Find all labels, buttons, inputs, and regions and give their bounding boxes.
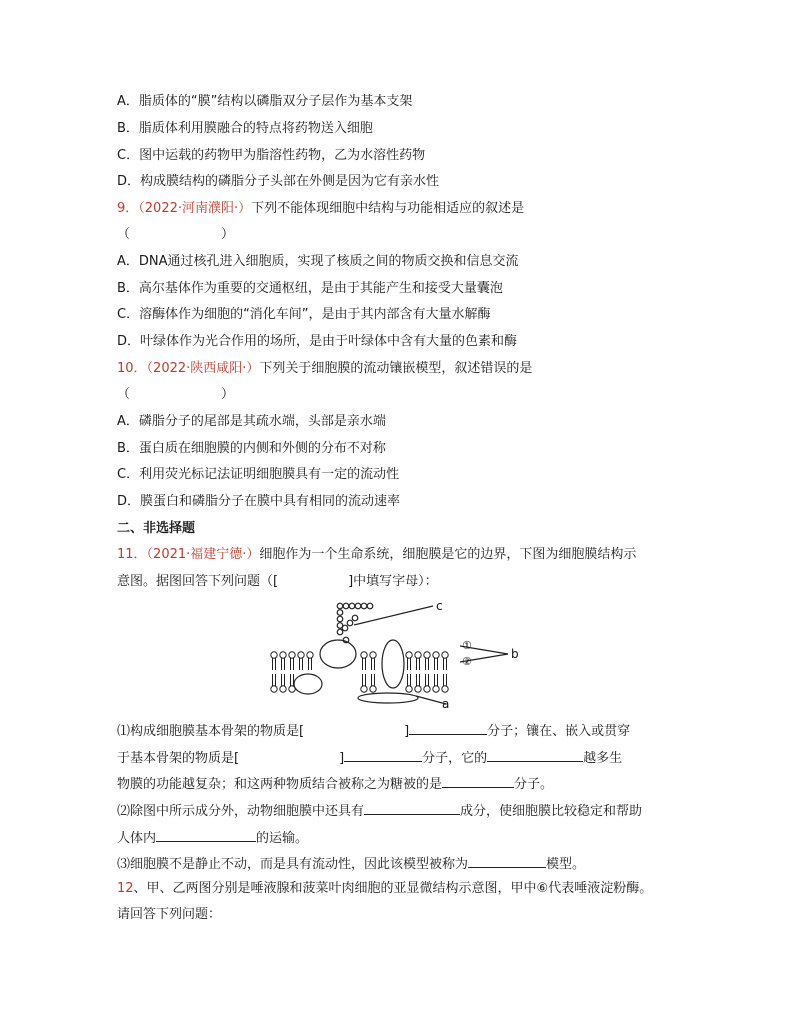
sugar-bead xyxy=(352,615,358,621)
lipid-tail-bottom xyxy=(282,674,285,686)
lipid-tail-bottom xyxy=(372,674,375,686)
q9-answer-paren: （ ） xyxy=(117,227,235,242)
lipid-head-top xyxy=(307,652,313,658)
q10-answer-paren: （ ） xyxy=(117,387,235,402)
sugar-bead xyxy=(349,603,355,609)
q12-text-a: 、甲、乙两图分别是唾液腺和菠菜叶肉细胞的亚显微结构示意图，甲中⑥代表唾液淀粉酶。 xyxy=(133,881,653,896)
sugar-bead xyxy=(342,625,348,631)
q10-option-b: B．蛋白质在细胞膜的内侧和外侧的分布不对称 xyxy=(117,441,386,456)
lipid-tail-top xyxy=(435,658,438,670)
q11-part1-line1 xyxy=(117,720,630,741)
lipid-head-top xyxy=(433,652,439,658)
lipid-tail-top xyxy=(309,658,312,670)
lipid-head-bottom xyxy=(424,686,430,692)
lipid-tail-bottom xyxy=(444,674,447,686)
lipid-tail-top xyxy=(444,658,447,670)
lipid-tail-top xyxy=(363,658,366,670)
answer-blank-6[interactable] xyxy=(156,827,256,842)
q10-option-c: C．利用荧光标记法证明细胞膜具有一定的流动性 xyxy=(117,467,400,482)
lipid-head-top xyxy=(280,652,286,658)
answer-blank-2[interactable] xyxy=(344,747,422,762)
q11-text-b1: 意图。据图回答下列问题（[ xyxy=(117,574,279,589)
lipid-head-top xyxy=(442,652,448,658)
protein-peripheral xyxy=(294,674,322,694)
q9-number: 9． xyxy=(117,201,139,216)
sugar-bead xyxy=(337,616,343,622)
lipid-head-bottom xyxy=(271,686,277,692)
sugar-bead xyxy=(337,629,343,635)
q11-p4a: ⑵除图中所示成分外，动物细胞膜中还具有 xyxy=(117,804,365,819)
q11-p5a: 人体内 xyxy=(117,831,157,846)
protein-glyco xyxy=(320,640,356,668)
sugar-bead xyxy=(347,620,353,626)
lipid-head-top xyxy=(370,652,376,658)
q11-p2c: 分子，它的 xyxy=(422,751,488,766)
q11-stem-line2 xyxy=(117,573,438,591)
section-heading: 二、非选择题 xyxy=(117,521,196,536)
q11-p2b: ] xyxy=(339,751,345,766)
q11-p1b: ] xyxy=(404,724,410,739)
lipid-tail-top xyxy=(408,658,411,670)
q11-text-b2: ]中填写字母）： xyxy=(348,574,438,589)
q11-p1a: ⑴构成细胞膜基本骨架的物质是[ xyxy=(117,724,305,739)
protein-transmembrane xyxy=(382,640,404,688)
lipid-tail-bottom xyxy=(408,674,411,686)
lipid-head-bottom xyxy=(406,686,412,692)
lipid-head-bottom xyxy=(415,686,421,692)
lipid-tail-top xyxy=(291,658,294,670)
q11-part1-line2 xyxy=(117,747,622,768)
lipid-tail-top xyxy=(300,658,303,670)
q11-p4b: 成分，使细胞膜比较稳定和帮助 xyxy=(460,804,643,819)
cell-membrane-diagram xyxy=(268,598,528,713)
q9-source: （2022·河南濮阳·） xyxy=(138,201,252,216)
q11-stem xyxy=(117,546,636,564)
lipid-tail-bottom xyxy=(291,674,294,686)
label-b: b xyxy=(511,647,519,661)
lipid-tail-bottom xyxy=(435,674,438,686)
protein-bottom xyxy=(358,693,418,703)
sugar-bead xyxy=(361,603,367,609)
q11-source: （2021·福建宁德·） xyxy=(146,547,260,562)
q10-stem xyxy=(117,360,532,378)
lipid-head-top xyxy=(415,652,421,658)
q11-number: 11． xyxy=(117,547,147,562)
q9-text: 下列不能体现细胞中结构与功能相适应的叙述是 xyxy=(251,201,525,216)
q9-stem xyxy=(117,200,524,218)
phospholipid-bilayer xyxy=(271,652,448,692)
q12-stem-line2: 请回答下列问题： xyxy=(117,907,222,922)
lipid-head-top xyxy=(298,652,304,658)
q11-part1-line3 xyxy=(117,773,553,794)
lipid-head-bottom xyxy=(433,686,439,692)
answer-blank-7[interactable] xyxy=(468,853,546,868)
answer-blank-1[interactable] xyxy=(409,720,487,735)
q9-option-c: C．溶酶体作为细胞的“消化车间”，是由于其内部含有大量水解酶 xyxy=(117,307,491,322)
q10-source: （2022·陕西咸阳·） xyxy=(146,361,260,376)
label-two: ② xyxy=(462,655,472,668)
lipid-tail-top xyxy=(426,658,429,670)
lipid-tail-top xyxy=(282,658,285,670)
sugar-bead xyxy=(337,603,343,609)
q11-p1c: 分子；镶在、嵌入或贯穿 xyxy=(487,724,631,739)
q9-option-d: D．叶绿体作为光合作用的场所，是由于叶绿体中含有大量的色素和酶 xyxy=(117,334,518,349)
label-one: ① xyxy=(462,639,472,652)
q12-number: 12 xyxy=(117,881,134,896)
lipid-head-bottom xyxy=(442,686,448,692)
lipid-tail-top xyxy=(417,658,420,670)
sugar-bead xyxy=(355,603,361,609)
q11-part3-line1 xyxy=(117,853,585,874)
q11-p5b: 的运输。 xyxy=(256,831,309,846)
lipid-head-top xyxy=(271,652,277,658)
sugar-bead xyxy=(343,603,349,609)
q11-p3b: 分子。 xyxy=(514,777,554,792)
q8-option-b: B．脂质体利用膜融合的特点将药物送入细胞 xyxy=(117,121,373,136)
q10-text: 下列关于细胞膜的流动镶嵌模型，叙述错误的是 xyxy=(259,361,533,376)
q11-p6a: ⑶细胞膜不是静止不动，而是具有流动性，因此该模型被称为 xyxy=(117,857,469,872)
lipid-head-bottom xyxy=(370,686,376,692)
lipid-tail-top xyxy=(273,658,276,670)
q10-number: 10． xyxy=(117,361,147,376)
q10-option-a: A．磷脂分子的尾部是其疏水端，头部是亲水端 xyxy=(117,414,386,429)
lipid-tail-bottom xyxy=(417,674,420,686)
lipid-tail-bottom xyxy=(273,674,276,686)
label-a: a xyxy=(442,697,450,711)
answer-blank-4[interactable] xyxy=(442,773,514,788)
q10-option-d: D．膜蛋白和磷脂分子在膜中具有相同的流动速率 xyxy=(117,494,401,509)
lipid-head-top xyxy=(406,652,412,658)
sugar-bead xyxy=(367,603,373,609)
q8-option-a: A．脂质体的“膜”结构以磷脂双分子层作为基本支架 xyxy=(117,94,413,109)
q11-text-a: 细胞作为一个生命系统，细胞膜是它的边界，下图为细胞膜结构示 xyxy=(259,547,637,562)
q9-option-b: B．高尔基体作为重要的交通枢纽，是由于其能产生和接受大量囊泡 xyxy=(117,281,503,296)
q11-part2-line2 xyxy=(117,827,308,848)
lipid-head-bottom xyxy=(289,686,295,692)
lipid-tail-bottom xyxy=(426,674,429,686)
answer-blank-5[interactable] xyxy=(364,800,460,815)
q8-option-d: D．构成膜结构的磷脂分子头部在外侧是因为它有亲水性 xyxy=(117,174,440,189)
lipid-head-top xyxy=(361,652,367,658)
q12-stem xyxy=(117,880,652,898)
lipid-head-bottom xyxy=(361,686,367,692)
lipid-tail-bottom xyxy=(363,674,366,686)
answer-blank-3[interactable] xyxy=(487,747,583,762)
q9-option-a: A．DNA通过核孔进入细胞质，实现了核质之间的物质交换和信息交流 xyxy=(117,254,519,269)
lipid-tail-top xyxy=(372,658,375,670)
lipid-head-bottom xyxy=(280,686,286,692)
q11-p2a: 于基本骨架的物质是[ xyxy=(117,751,240,766)
q8-option-c: C．图中运载的药物甲为脂溶性药物，乙为水溶性药物 xyxy=(117,148,426,163)
q11-p3a: 物膜的功能越复杂；和这两种物质结合被称之为糖被的是 xyxy=(117,777,443,792)
sugar-bead xyxy=(337,610,343,616)
lipid-head-top xyxy=(424,652,430,658)
q11-part2-line1 xyxy=(117,800,642,821)
q11-p6b: 模型。 xyxy=(546,857,586,872)
label-c: c xyxy=(436,599,443,613)
glycocalyx-chain xyxy=(337,603,373,643)
q11-p2d: 越多生 xyxy=(583,751,623,766)
lipid-head-top xyxy=(289,652,295,658)
